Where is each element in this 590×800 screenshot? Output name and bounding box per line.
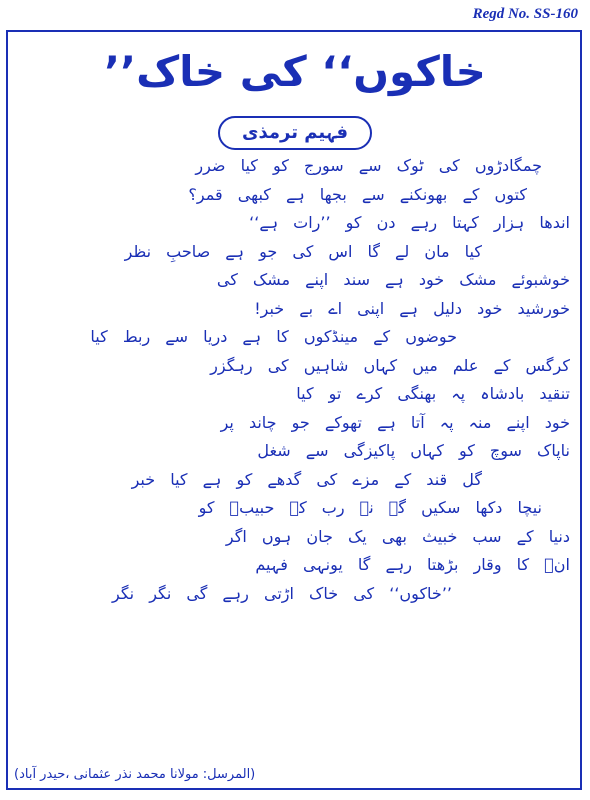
author-badge bbox=[0, 116, 590, 150]
poem-line: خود اپنے منہ پہ آتا ہے تھوکے جو چاند پر bbox=[220, 412, 570, 432]
poem-line: ’’خاکوں‘‘ کی خاک اڑتی رہے گی نگر نگر bbox=[111, 583, 452, 603]
poem-line: خوشبوئے مشک خود ہے سند اپنے مشک کی bbox=[216, 270, 570, 289]
poem-line: نیچا دکھا سکیں گے نہ رب کے حبیبؐ کو bbox=[198, 498, 542, 517]
poem-line: کیا مان لے گا اس کی جو ہے صاحبِ نظر bbox=[124, 241, 482, 261]
poem-line: گل قند کے مزے کی گدھے کو ہے کیا خبر bbox=[131, 469, 482, 489]
poem-line: دنیا کے سب خبیث بھی یک جان ہوں اگر bbox=[225, 526, 570, 546]
poem-line: کرگس کے علم میں کہاں شاہیں کی رہگزر bbox=[210, 355, 570, 375]
poem-line: انؐ کا وقار بڑھتا رہے گا یونہی فہیم bbox=[255, 555, 570, 574]
poem-body bbox=[20, 152, 572, 608]
author-name: فہیم ترمذی bbox=[218, 116, 372, 150]
poem-line: اندھا ہزار کہتا رہے دن کو ’’رات ہے‘‘ bbox=[249, 213, 570, 232]
poem-line: حوضوں کے مینڈکوں کا ہے دریا سے ربط کیا bbox=[90, 327, 457, 346]
poem-line: کتوں کے بھونکنے سے بجھا ہے کبھی قمر؟ bbox=[188, 184, 527, 204]
sender-credit: (المرسل: مولانا محمد نذر عثمانی ،حیدر آباد) bbox=[14, 767, 256, 782]
poem-line: چمگادڑوں کی ٹوک سے سورج کو کیا ضرر bbox=[195, 156, 542, 175]
registration-number: Regd No. SS-160 bbox=[472, 6, 578, 22]
poem-line: ناپاک سوچ کو کہاں پاکیزگی سے شغل bbox=[257, 441, 570, 460]
poem-title: ’’خاکوں‘‘ کی خاک bbox=[104, 47, 486, 96]
poem-line: خورشید خود دلیل ہے اپنی اے بے خبر! bbox=[254, 298, 570, 318]
poem-line: تنقید بادشاہ پہ بھنگی کرے تو کیا bbox=[296, 384, 570, 403]
